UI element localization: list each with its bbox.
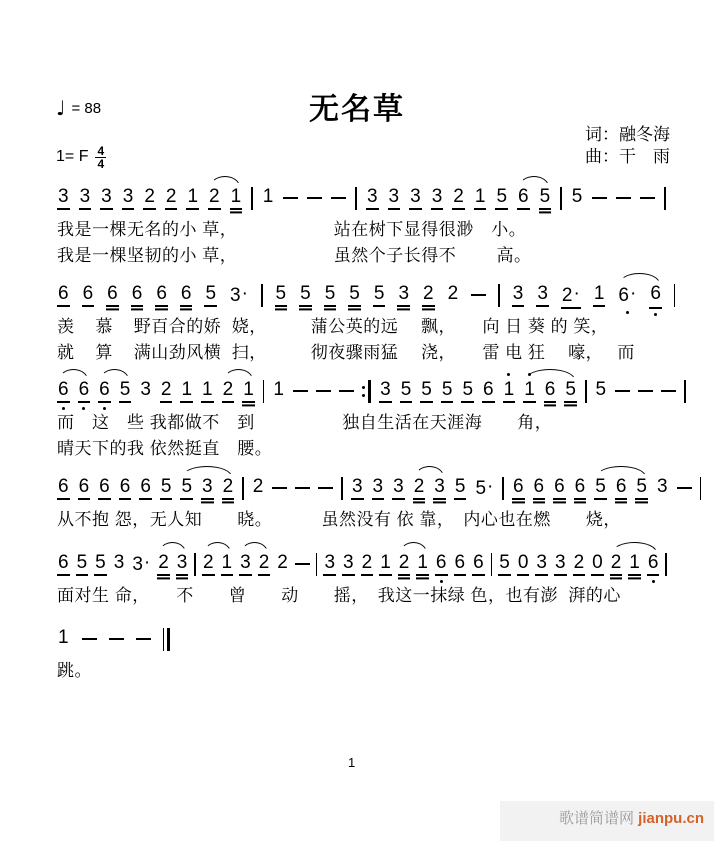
note-digit: 3· xyxy=(132,552,151,575)
duration-dash xyxy=(307,197,322,199)
barline xyxy=(664,187,666,210)
barline xyxy=(502,477,504,500)
note-digit: 6 xyxy=(473,552,484,573)
note-digit: 6 xyxy=(119,476,131,497)
duration-dash xyxy=(331,197,346,199)
note-digit: 5 xyxy=(462,379,474,400)
note-digit: 5 xyxy=(571,186,583,207)
note-digit: 2 xyxy=(361,552,373,573)
tempo-value: = 88 xyxy=(71,99,102,117)
duration-dash xyxy=(592,197,607,199)
note-digit: 6 xyxy=(99,379,110,400)
page-number: 1 xyxy=(348,755,356,770)
credits-block xyxy=(585,124,670,168)
key-label: 1= F xyxy=(56,148,89,165)
note-digit: 5 xyxy=(76,552,88,573)
rest-note: 0 xyxy=(517,552,529,573)
note-digit: 1 xyxy=(230,186,242,207)
augmentation-dot: · xyxy=(143,552,151,573)
time-sig-denominator: 4 xyxy=(97,156,105,171)
barline xyxy=(355,187,357,210)
note-digit: 6 xyxy=(554,476,565,497)
duration-dash xyxy=(295,487,310,489)
music-system-4 xyxy=(57,476,677,532)
note-digit: 6 xyxy=(454,552,466,573)
duration-dash xyxy=(295,563,310,565)
note-digit: 6 xyxy=(58,552,69,573)
note-digit: 6 xyxy=(574,476,586,497)
duration-dash xyxy=(109,638,124,640)
note-digit: 6 xyxy=(483,379,494,400)
final-barline xyxy=(163,628,171,651)
note-digit: 2 xyxy=(413,476,425,497)
duration-dash xyxy=(616,197,631,199)
note-digit: 5 xyxy=(454,476,466,497)
duration-dash xyxy=(293,390,308,392)
music-system-6 xyxy=(57,627,677,683)
duration-dash xyxy=(316,390,331,392)
music-system-3 xyxy=(57,379,677,460)
note-digit: 2 xyxy=(277,552,288,573)
barline xyxy=(194,553,196,576)
note-digit: 2 xyxy=(423,283,434,304)
note-digit: 6 xyxy=(649,283,662,307)
duration-dash xyxy=(82,638,97,640)
note-digit: 6 xyxy=(58,379,69,400)
music-system-5 xyxy=(57,552,677,608)
barline xyxy=(700,477,702,500)
note-digit: 3 xyxy=(113,552,125,573)
barline xyxy=(498,284,500,307)
note-digit: 1 xyxy=(629,552,640,573)
duration-dash xyxy=(136,638,151,640)
slur-group xyxy=(413,476,446,498)
notation-row xyxy=(57,283,677,313)
note-digit: 2 xyxy=(610,552,622,573)
lyric-line: 从不抱 怨，无人知 晓。 虽然没有 依 靠， 内心也在燃 烧， xyxy=(57,510,621,529)
note-digit: 6 xyxy=(512,476,524,497)
note-digit: 3 xyxy=(366,186,378,207)
note-digit: 1 xyxy=(273,379,284,400)
note-digit: 6 xyxy=(78,379,90,400)
note-digit: 5 xyxy=(181,476,193,497)
note-digit: 3 xyxy=(140,379,151,400)
slur-group xyxy=(398,552,429,574)
note-digit: 3 xyxy=(343,552,354,573)
watermark-site-name: 歌谱简谱网 xyxy=(558,810,639,827)
time-sig-numerator: 4 xyxy=(97,143,105,158)
watermark-url: jianpu.cn xyxy=(638,810,704,827)
note-digit: 5 xyxy=(595,476,606,497)
duration-dash xyxy=(677,487,692,489)
lyricist-credit: 词：融冬海 xyxy=(585,125,670,144)
barline xyxy=(491,553,493,576)
note-digit: 5 xyxy=(421,379,432,400)
note-digit: 2 xyxy=(209,186,220,207)
barline xyxy=(674,284,676,307)
note-digit: 3 xyxy=(393,476,404,497)
note-digit: 5 xyxy=(205,283,217,304)
note-digit: 1 xyxy=(181,379,193,400)
notation-row xyxy=(57,476,677,506)
note-digit: 3 xyxy=(434,476,445,497)
note-digit: 1 xyxy=(593,283,605,304)
watermark xyxy=(559,807,704,828)
repeat-end-barline xyxy=(362,380,371,403)
barline xyxy=(242,477,244,500)
barline xyxy=(560,187,562,210)
note-digit: 2 xyxy=(258,552,270,573)
note-digit: 5 xyxy=(539,186,551,207)
slur-group xyxy=(517,186,551,208)
note-digit: 3 xyxy=(324,552,336,573)
note-digit: 5 xyxy=(95,552,106,573)
note-digit: 3 xyxy=(372,476,384,497)
augmentation-dot: · xyxy=(629,283,637,304)
note-digit: 6 xyxy=(435,552,447,573)
note-digit: 2 xyxy=(202,552,214,573)
note-digit: 3 xyxy=(351,476,363,497)
note-digit: 1 xyxy=(58,627,69,648)
note-digit: 6 xyxy=(533,476,545,497)
duration-dash xyxy=(318,487,333,489)
duration-dash xyxy=(661,390,676,392)
note-digit: 1 xyxy=(503,379,515,400)
note-digit: 6 xyxy=(58,283,69,304)
note-digit: 2 xyxy=(222,379,234,400)
augmentation-dot: · xyxy=(241,283,248,304)
note-digit: 3 xyxy=(101,186,112,207)
note-digit: 5 xyxy=(119,379,131,400)
note-digit: 3 xyxy=(388,186,400,207)
duration-dash xyxy=(615,390,630,392)
slur-group xyxy=(222,379,255,401)
barline xyxy=(341,477,343,500)
slur-group xyxy=(208,186,242,208)
song-title: 无名草 xyxy=(309,93,405,126)
note-digit: 3 xyxy=(240,552,251,573)
note-digit: 5 xyxy=(636,476,647,497)
note-digit: 6 xyxy=(518,186,529,207)
note-digit: 1 xyxy=(524,379,535,400)
slur-group xyxy=(180,476,234,498)
note-digit: 6 xyxy=(99,476,110,497)
note-digit: 6 xyxy=(140,476,151,497)
notation-row xyxy=(57,552,677,582)
music-system-1 xyxy=(57,186,677,267)
note-digit: 5 xyxy=(441,379,453,400)
note-digit: 3 xyxy=(380,379,391,400)
duration-dash xyxy=(339,390,354,392)
note-digit: 5 xyxy=(349,283,360,304)
note-digit: 2 xyxy=(144,186,155,207)
note-digit: 6 xyxy=(615,476,627,497)
note-digit: 2 xyxy=(252,476,264,497)
duration-dash xyxy=(283,197,298,199)
note-digit: 2 xyxy=(158,552,169,573)
barline xyxy=(261,284,263,307)
note-digit: 3 xyxy=(410,186,421,207)
note-digit: 3 xyxy=(431,186,443,207)
note-digit: 1 xyxy=(221,552,233,573)
note-digit: 3 xyxy=(176,552,188,573)
slur-group xyxy=(617,283,661,307)
duration-dash xyxy=(272,487,287,489)
lyric-line: 晴天下的我 依然挺直 腰。 xyxy=(57,438,273,458)
note-digit: 3 xyxy=(398,283,410,304)
lyric-line: 就 算 满山劲风横 扫， 彻夜骤雨猛 浇， 雷 电 狂 嚎， 而 xyxy=(57,342,635,362)
repeat-dots xyxy=(362,386,365,397)
barline xyxy=(316,553,318,576)
notation-row xyxy=(57,379,677,409)
note-digit: 1 xyxy=(187,186,199,207)
note-digit: 2 xyxy=(573,552,585,573)
augmentation-dot: · xyxy=(573,283,580,304)
lyric-line: 我是一棵无名的小 草， 站在树下显得很渺 小。 xyxy=(57,220,527,239)
note-digit: 1 xyxy=(417,552,428,573)
barline xyxy=(665,553,667,576)
lyric-line: 羡 慕 野百合的娇 娆， 蒲公英的远 飘， 向 日 葵 的 笑， xyxy=(57,317,609,336)
barline xyxy=(251,187,253,210)
lyric-line: 面对生 命， 不 曾 动 摇， 我这一抹绿 色，也有澎 湃的心 xyxy=(57,586,621,605)
note-digit: 2 xyxy=(398,552,410,573)
slur-group xyxy=(594,476,648,498)
note-digit: 2 xyxy=(453,186,464,207)
barline xyxy=(684,380,686,403)
slur-group xyxy=(202,552,233,574)
slur-group xyxy=(98,379,131,401)
note-digit: 5 xyxy=(275,283,287,304)
note-digit: 2 xyxy=(165,186,177,207)
note-digit: 1 xyxy=(380,552,391,573)
notation-row xyxy=(57,627,677,657)
slur-group xyxy=(523,379,577,401)
note-digit: 5 xyxy=(400,379,412,400)
composer-credit: 曲：干 雨 xyxy=(585,147,670,166)
note-digit: 3 xyxy=(536,552,547,573)
note-digit: 6· xyxy=(618,283,637,306)
note-digit: 3 xyxy=(512,283,524,304)
slur-group xyxy=(157,552,188,574)
key-signature xyxy=(56,142,106,172)
note-digit: 3 xyxy=(537,283,548,304)
time-signature xyxy=(95,145,106,170)
note-digit: 3· xyxy=(230,283,248,306)
note-digit: 5 xyxy=(499,552,510,573)
note-digit: 2 xyxy=(447,283,459,304)
barline xyxy=(585,380,587,403)
note-digit: 3 xyxy=(656,476,668,497)
note-digit: 3 xyxy=(122,186,134,207)
note-digit: 6 xyxy=(156,283,167,304)
duration-dash xyxy=(471,294,486,296)
rest-note: 0 xyxy=(592,552,603,573)
note-digit: 1 xyxy=(202,379,213,400)
note-digit: 6 xyxy=(78,476,90,497)
note-digit: 5 xyxy=(373,283,385,304)
slur-group xyxy=(610,552,660,574)
lyric-line: 我是一棵坚韧的小 草， 虽然个子长得不 高。 xyxy=(57,245,532,265)
note-digit: 6 xyxy=(647,552,659,573)
note-digit: 1 xyxy=(243,379,254,400)
note-digit: 5 xyxy=(595,379,607,400)
note-digit: 3 xyxy=(79,186,91,207)
note-digit: 6 xyxy=(544,379,556,400)
note-digit: 3 xyxy=(58,186,69,207)
note-digit: 6 xyxy=(180,283,192,304)
lyric-line: 而 这 些 我都做不 到 独自生活在天涯海 角， xyxy=(57,413,553,432)
note-digit: 5 xyxy=(324,283,336,304)
note-digit: 6 xyxy=(82,283,94,304)
note-digit: 6 xyxy=(107,283,118,304)
note-digit: 5 xyxy=(300,283,311,304)
note-digit: 1 xyxy=(262,186,274,207)
quarter-note-icon: ♩ xyxy=(56,96,66,120)
note-digit: 5· xyxy=(475,476,494,499)
music-system-2 xyxy=(57,283,677,364)
notation-row xyxy=(57,186,677,216)
note-digit: 6 xyxy=(131,283,143,304)
slur-group xyxy=(239,552,270,574)
note-digit: 2 xyxy=(160,379,172,400)
note-digit: 2 xyxy=(222,476,234,497)
lyric-line: 跳。 xyxy=(57,661,92,680)
barline xyxy=(263,380,265,403)
duration-dash xyxy=(638,390,653,392)
note-digit: 5 xyxy=(565,379,576,400)
note-digit: 5 xyxy=(496,186,508,207)
augmentation-dot: · xyxy=(487,476,494,497)
duration-dash xyxy=(640,197,655,199)
slur-group xyxy=(57,379,90,401)
note-digit: 3 xyxy=(202,476,213,497)
note-digit: 3 xyxy=(554,552,566,573)
note-digit: 2· xyxy=(561,283,580,306)
note-digit: 1 xyxy=(474,186,486,207)
note-digit: 6 xyxy=(58,476,69,497)
note-digit: 5 xyxy=(160,476,172,497)
